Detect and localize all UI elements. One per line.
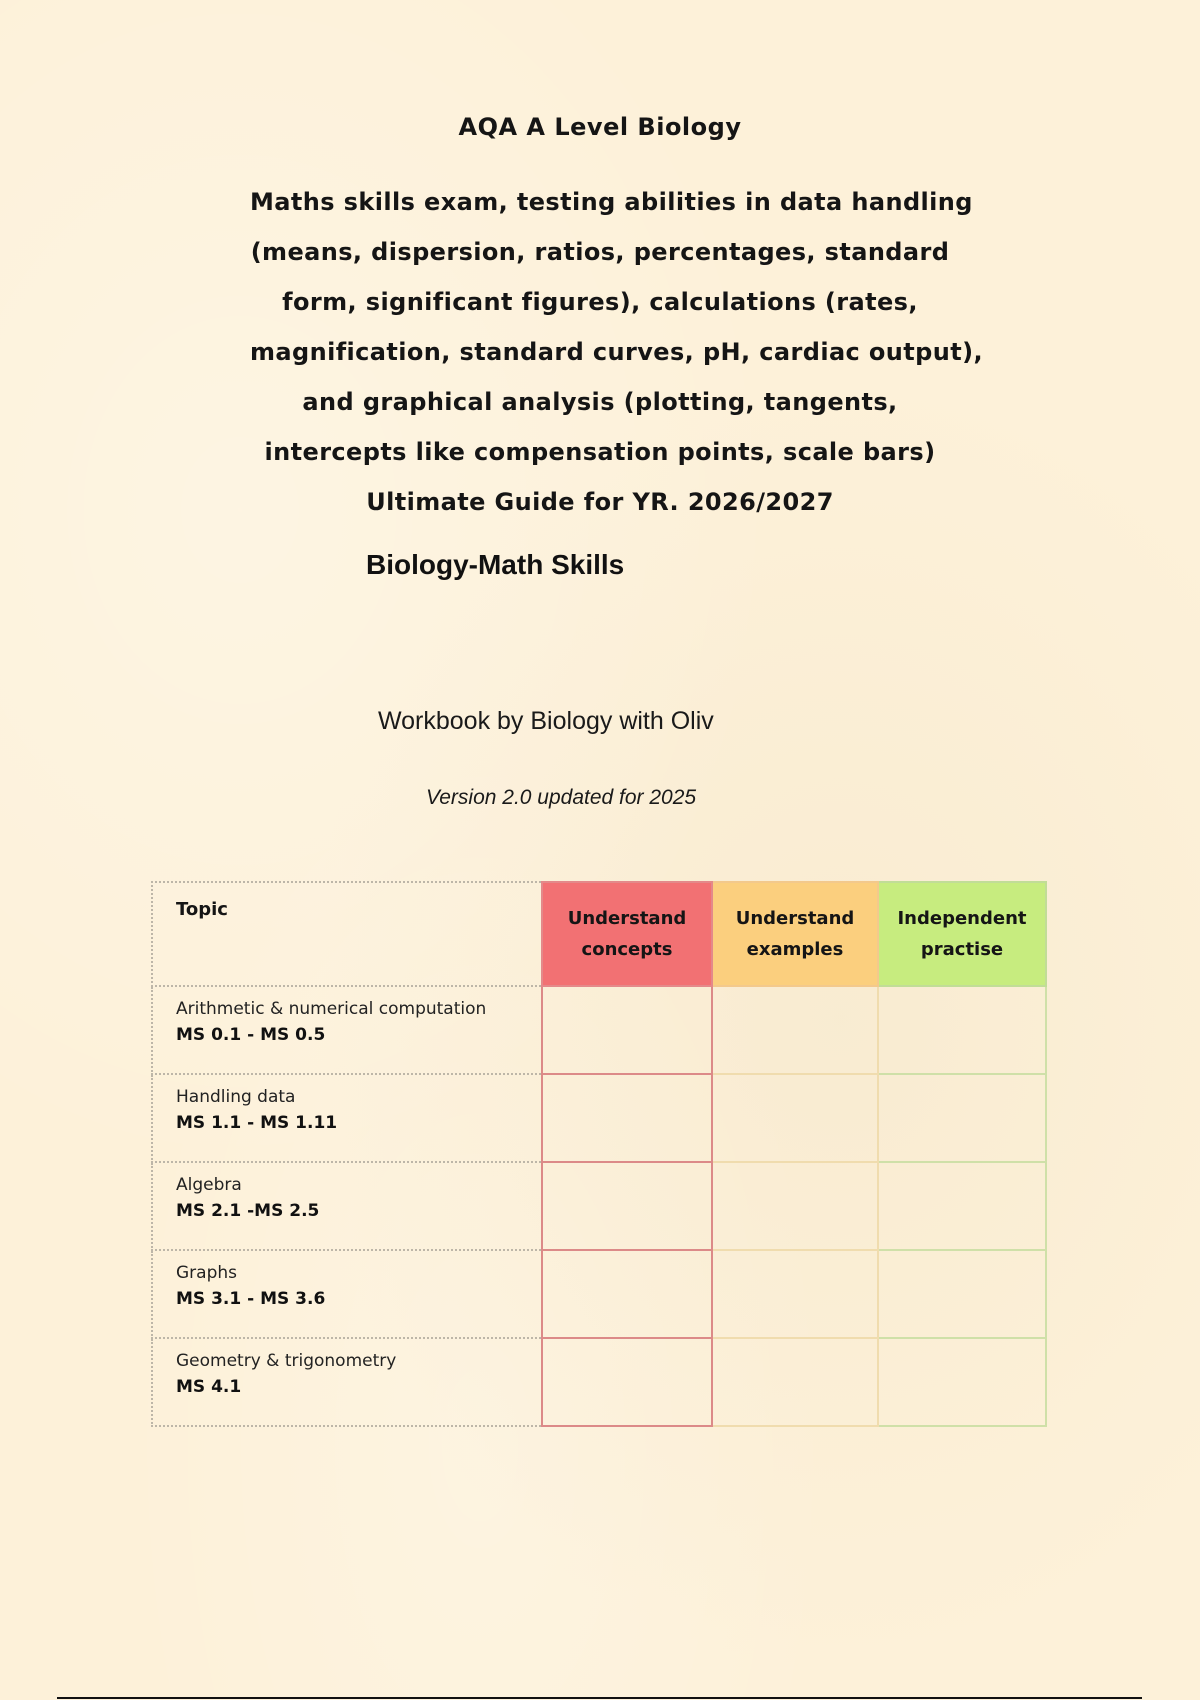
header-line: Understand (735, 908, 855, 929)
independent-practise-checkbox-cell[interactable] (878, 1250, 1046, 1338)
table-row (152, 1162, 1046, 1250)
table-row (152, 1250, 1046, 1338)
topic-cell (152, 986, 542, 1074)
topic-cell (152, 1074, 542, 1162)
understand-examples-checkbox-cell[interactable] (712, 1074, 878, 1162)
subject-heading: Biology-Math Skills (366, 549, 625, 580)
topic-column-header: Topic (152, 882, 542, 986)
understand-examples-header (712, 882, 878, 986)
independent-practise-checkbox-cell[interactable] (878, 986, 1046, 1074)
understand-concepts-checkbox-cell[interactable] (542, 1074, 712, 1162)
topic-name: Handling data (176, 1087, 296, 1107)
header-line: examples (746, 939, 844, 960)
topic-ms-range: MS 4.1 (176, 1377, 242, 1397)
header-line: concepts (581, 939, 673, 960)
header-line: Independent (897, 908, 1027, 929)
description-line: Ultimate Guide for YR. 2026/2027 (366, 488, 834, 516)
topic-ms-range: MS 3.1 - MS 3.6 (176, 1289, 326, 1309)
course-title: AQA A Level Biology (458, 113, 742, 141)
topic-name: Algebra (176, 1175, 242, 1195)
understand-examples-checkbox-cell[interactable] (712, 986, 878, 1074)
topic-cell (152, 1338, 542, 1426)
topic-name: Geometry & trigonometry (176, 1351, 397, 1371)
exam-description (250, 177, 983, 527)
description-line: (means, dispersion, ratios, percentages, standard (250, 238, 950, 266)
table-row (152, 1074, 1046, 1162)
description-line: form, significant figures), calculations (rates, (282, 288, 918, 316)
understand-concepts-header (542, 882, 712, 986)
header-line: Understand (567, 908, 687, 929)
independent-practise-header (878, 882, 1046, 986)
header-line: practise (920, 939, 1004, 960)
description-line: Maths skills exam, testing abilities in data handling (250, 188, 973, 216)
understand-concepts-checkbox-cell[interactable] (542, 1162, 712, 1250)
version-note: Version 2.0 updated for 2025 (426, 786, 697, 809)
topic-cell (152, 1162, 542, 1250)
topic-ms-range: MS 1.1 - MS 1.11 (176, 1113, 338, 1133)
understand-concepts-checkbox-cell[interactable] (542, 1338, 712, 1426)
independent-practise-checkbox-cell[interactable] (878, 1074, 1046, 1162)
independent-practise-checkbox-cell[interactable] (878, 1162, 1046, 1250)
description-line: intercepts like compensation points, scale bars) (264, 438, 936, 466)
independent-practise-checkbox-cell[interactable] (878, 1338, 1046, 1426)
topic-ms-range: MS 2.1 -MS 2.5 (176, 1201, 320, 1221)
table-row (152, 986, 1046, 1074)
topic-name: Graphs (176, 1263, 238, 1283)
topic-cell (152, 1250, 542, 1338)
understand-examples-checkbox-cell[interactable] (712, 1338, 878, 1426)
topic-name: Arithmetic & numerical computation (176, 999, 487, 1019)
understand-examples-checkbox-cell[interactable] (712, 1250, 878, 1338)
workbook-byline: Workbook by Biology with Oliv (378, 707, 714, 735)
skills-progress-table (151, 881, 1047, 1427)
description-line: and graphical analysis (plotting, tangents, (302, 388, 898, 416)
understand-concepts-checkbox-cell[interactable] (542, 1250, 712, 1338)
table-row (152, 1338, 1046, 1426)
understand-examples-checkbox-cell[interactable] (712, 1162, 878, 1250)
description-line: magnification, standard curves, pH, cardiac output), (250, 338, 983, 366)
understand-concepts-checkbox-cell[interactable] (542, 986, 712, 1074)
table-header-row (152, 882, 1046, 986)
footer-rule (57, 1697, 1142, 1699)
topic-ms-range: MS 0.1 - MS 0.5 (176, 1025, 326, 1045)
